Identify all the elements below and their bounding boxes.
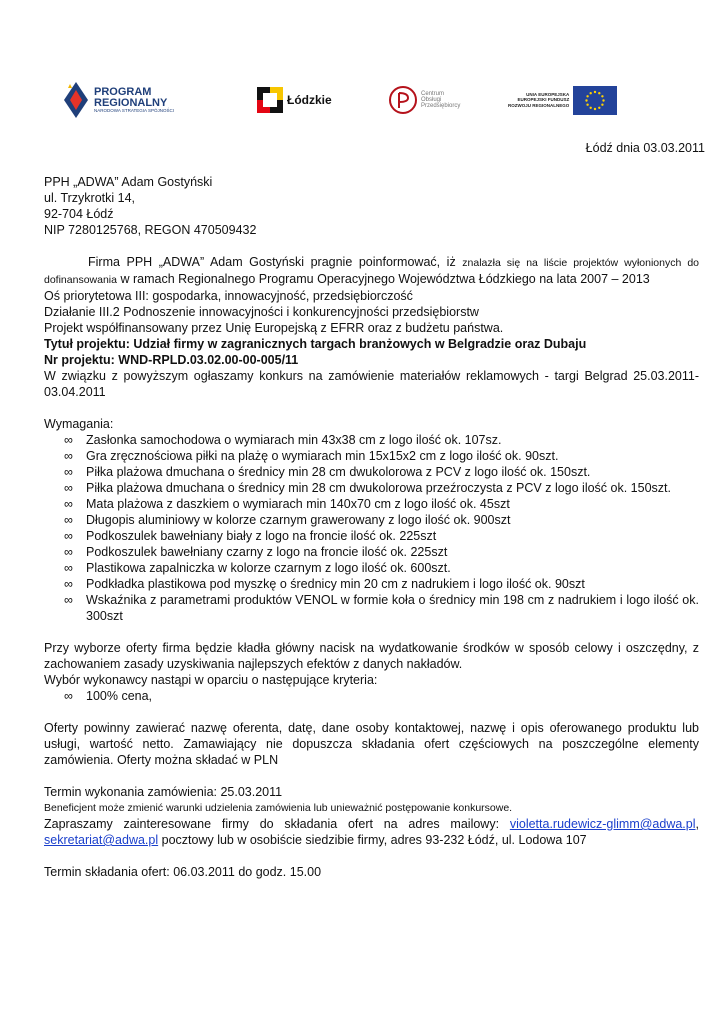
program-logo-line2: REGIONALNY [94, 96, 168, 109]
selection-block [44, 640, 699, 704]
infinity-bullet-icon: ∞ [64, 449, 73, 463]
measure: Działanie III.2 Podnoszenie innowacyjności i konkurencyjności przedsiębiorstw [44, 305, 479, 319]
criteria-intro: Wybór wykonawcy nastąpi w oparciu o następujące kryteria: [44, 673, 378, 687]
program-logo-line1: PROGRAM [94, 85, 152, 98]
list-item: ∞ Gra zręcznościowa piłki na plażę o wymiarach min 15x15x2 cm z logo ilość ok. 90szt. [64, 449, 559, 463]
offers-paragraph: Oferty powinny zawierać nazwę oferenta, datę, dane osoby kontaktowej, nazwę i opis oferowanego produktu lub usługi, wartość netto. Zamawiający nie dopuszcza składania ofert częściowych na poszczególne elementy zamówienia. Oferty można składać w PLN [44, 721, 699, 767]
invitation-paragraph: Zapraszamy zainteresowane firmy do składania ofert na adres mailowy: violetta.rudewicz-glimm@adwa.pl, sekretariat@adwa.pl pocztowy lub w osobiście siedzibie firmy, adres 93-232 Łódź, ul. Lodowa 107 [44, 817, 699, 847]
sender-ids: NIP 7280125768, REGON 470509432 [44, 223, 257, 237]
list-item: ∞ Długopis aluminiowy w kolorze czarnym grawerowany z logo ilość ok. 900szt [64, 513, 511, 527]
list-item: ∞ Piłka plażowa dmuchana o średnicy min 28 cm dwukolorowa z PCV z logo ilość ok. 150szt. [64, 465, 591, 479]
list-item: ∞ Wskaźnika z parametrami produktów VENOL w formie koła o średnicy min 198 cm z nadrukiem i logo ilość ok. 300szt [64, 593, 699, 623]
intro-paragraph [44, 254, 699, 288]
beneficiary-note: Beneficjent może zmienić warunki udzielenia zamówienia lub unieważnić postępowanie konkursowe. [44, 802, 513, 814]
program-regionalny-emblem [62, 80, 90, 120]
sender-name: PPH „ADWA” Adam Gostyński [44, 175, 213, 189]
intro-part1: Firma PPH „ADWA” Adam Gostyński pragnie poinformować, iż [88, 255, 456, 269]
infinity-bullet-icon: ∞ [64, 481, 73, 495]
infinity-bullet-icon: ∞ [64, 529, 73, 543]
invitation-text: Zapraszamy zainteresowane firmy do składania ofert na adres mailowy: [44, 817, 500, 831]
intro-part3: w ramach Regionalnego Programu Operacyjnego Województwa Łódzkiego na lata 2007 – 2013 [120, 272, 650, 286]
project-title: Tytuł projektu: Udział firmy w zagranicznych targach branżowych w Belgradzie oraz Dubaju [44, 337, 587, 351]
eu-logo [508, 74, 617, 126]
infinity-bullet-icon: ∞ [64, 561, 73, 575]
list-item: ∞ Podkoszulek bawełniany czarny z logo na froncie ilość ok. 225szt [64, 545, 448, 559]
infinity-bullet-icon: ∞ [64, 433, 73, 447]
letter-date: Łódź dnia 03.03.2011 [585, 141, 705, 155]
eu-logo-line1: UNIA EUROPEJSKA [526, 91, 570, 97]
offer-deadline-block [44, 864, 699, 880]
requirements-list [44, 432, 699, 624]
infinity-bullet-icon: ∞ [64, 577, 73, 591]
cop-logo-line2: Obsługi [421, 96, 442, 103]
infinity-bullet-icon: ∞ [64, 689, 73, 703]
priority-axis: Oś priorytetowa III: gospodarka, innowacyjność, przedsiębiorczość [44, 289, 413, 303]
list-item: ∞ Mata plażowa z daszkiem o wymiarach min 140x70 cm z logo ilość ok. 45szt [64, 497, 510, 511]
lodzkie-logo [257, 74, 332, 126]
sender-street: ul. Trzykrotki 14, [44, 191, 135, 205]
email-link-violetta[interactable]: violetta.rudewicz-glimm@adwa.pl [509, 817, 696, 831]
sender-block [44, 174, 699, 238]
intro-part2: znalazła się na liście projektów wyłonionych do dofinansowania [44, 257, 700, 286]
criterion-price: 100% cena, [86, 689, 153, 703]
cop-logo-line1: Centrum [421, 90, 445, 97]
infinity-bullet-icon: ∞ [64, 545, 73, 559]
lodzkie-emblem [257, 87, 283, 113]
announcement: W związku z powyższym ogłaszamy konkurs na zamówienie materiałów reklamowych - targi Belgrad 25.03.2011-03.04.2011 [44, 369, 699, 399]
infinity-bullet-icon: ∞ [64, 465, 73, 479]
criteria-list [44, 688, 699, 704]
offers-block [44, 720, 699, 768]
list-item: ∞ Podkoszulek bawełniany biały z logo na froncie ilość ok. 225szt [64, 529, 437, 543]
cop-emblem [388, 85, 418, 115]
list-item: ∞ Zasłonka samochodowa o wymiarach min 43x38 cm z logo ilość ok. 107sz. [64, 433, 502, 447]
centrum-obslugi-logo [388, 74, 460, 126]
cop-logo-line3: Przedsiębiorcy [421, 103, 461, 110]
terms-block [44, 784, 699, 848]
program-logo-line3: NARODOWA STRATEGIA SPÓJNOŚCI [94, 107, 175, 113]
invitation-address: pocztowy lub w osobiście siedzibie firmy, adres 93-232 Łódź, ul. Lodowa 107 [158, 833, 587, 847]
eu-logo-line2: EUROPEJSKI FUNDUSZ [517, 97, 570, 103]
selection-paragraph: Przy wyborze oferty firma będzie kładła główny nacisk na wydatkowanie środków w sposób celowy i oszczędny, z zachowaniem zasady uzyskiwania najlepszych efektów z danych nakładów. [44, 641, 699, 671]
requirements-block [44, 416, 699, 624]
offer-deadline: Termin składania ofert: 06.03.2011 do godz. 15.00 [44, 865, 322, 879]
infinity-bullet-icon: ∞ [64, 513, 73, 527]
list-item: ∞ Plastikowa zapalniczka w kolorze czarnym z logo ilość ok. 600szt. [64, 561, 451, 575]
sender-city: 92-704 Łódź [44, 207, 114, 221]
logo-bar [62, 74, 622, 126]
cofinance-note: Projekt współfinansowany przez Unię Europejską z EFRR oraz z budżetu państwa. [44, 321, 504, 335]
list-item: ∞ Podkładka plastikowa pod myszkę o średnicy min 20 cm z nadrukiem i logo ilość ok. 90szt [64, 577, 585, 591]
list-item: ∞ Piłka plażowa dmuchana o średnicy min 28 cm dwukolorowa przeźroczysta z PCV z logo ilość ok. 150szt. [64, 481, 671, 495]
execution-deadline: Termin wykonania zamówienia: 25.03.2011 [44, 785, 283, 799]
eu-flag-icon [573, 86, 617, 115]
infinity-bullet-icon: ∞ [64, 497, 73, 511]
letter-body [44, 140, 705, 880]
project-number: Nr projektu: WND-RPLD.03.02.00-00-005/11 [44, 353, 299, 367]
program-regionalny-logo [62, 74, 174, 126]
email-link-sekretariat[interactable]: sekretariat@adwa.pl [44, 833, 159, 847]
intro-block [44, 254, 699, 400]
infinity-bullet-icon: ∞ [64, 593, 73, 607]
lodzkie-logo-text: Łódzkie [287, 93, 332, 107]
eu-logo-line3: ROZWOJU REGIONALNEGO [508, 102, 570, 108]
requirements-heading: Wymagania: [44, 417, 114, 431]
list-item [64, 688, 699, 704]
